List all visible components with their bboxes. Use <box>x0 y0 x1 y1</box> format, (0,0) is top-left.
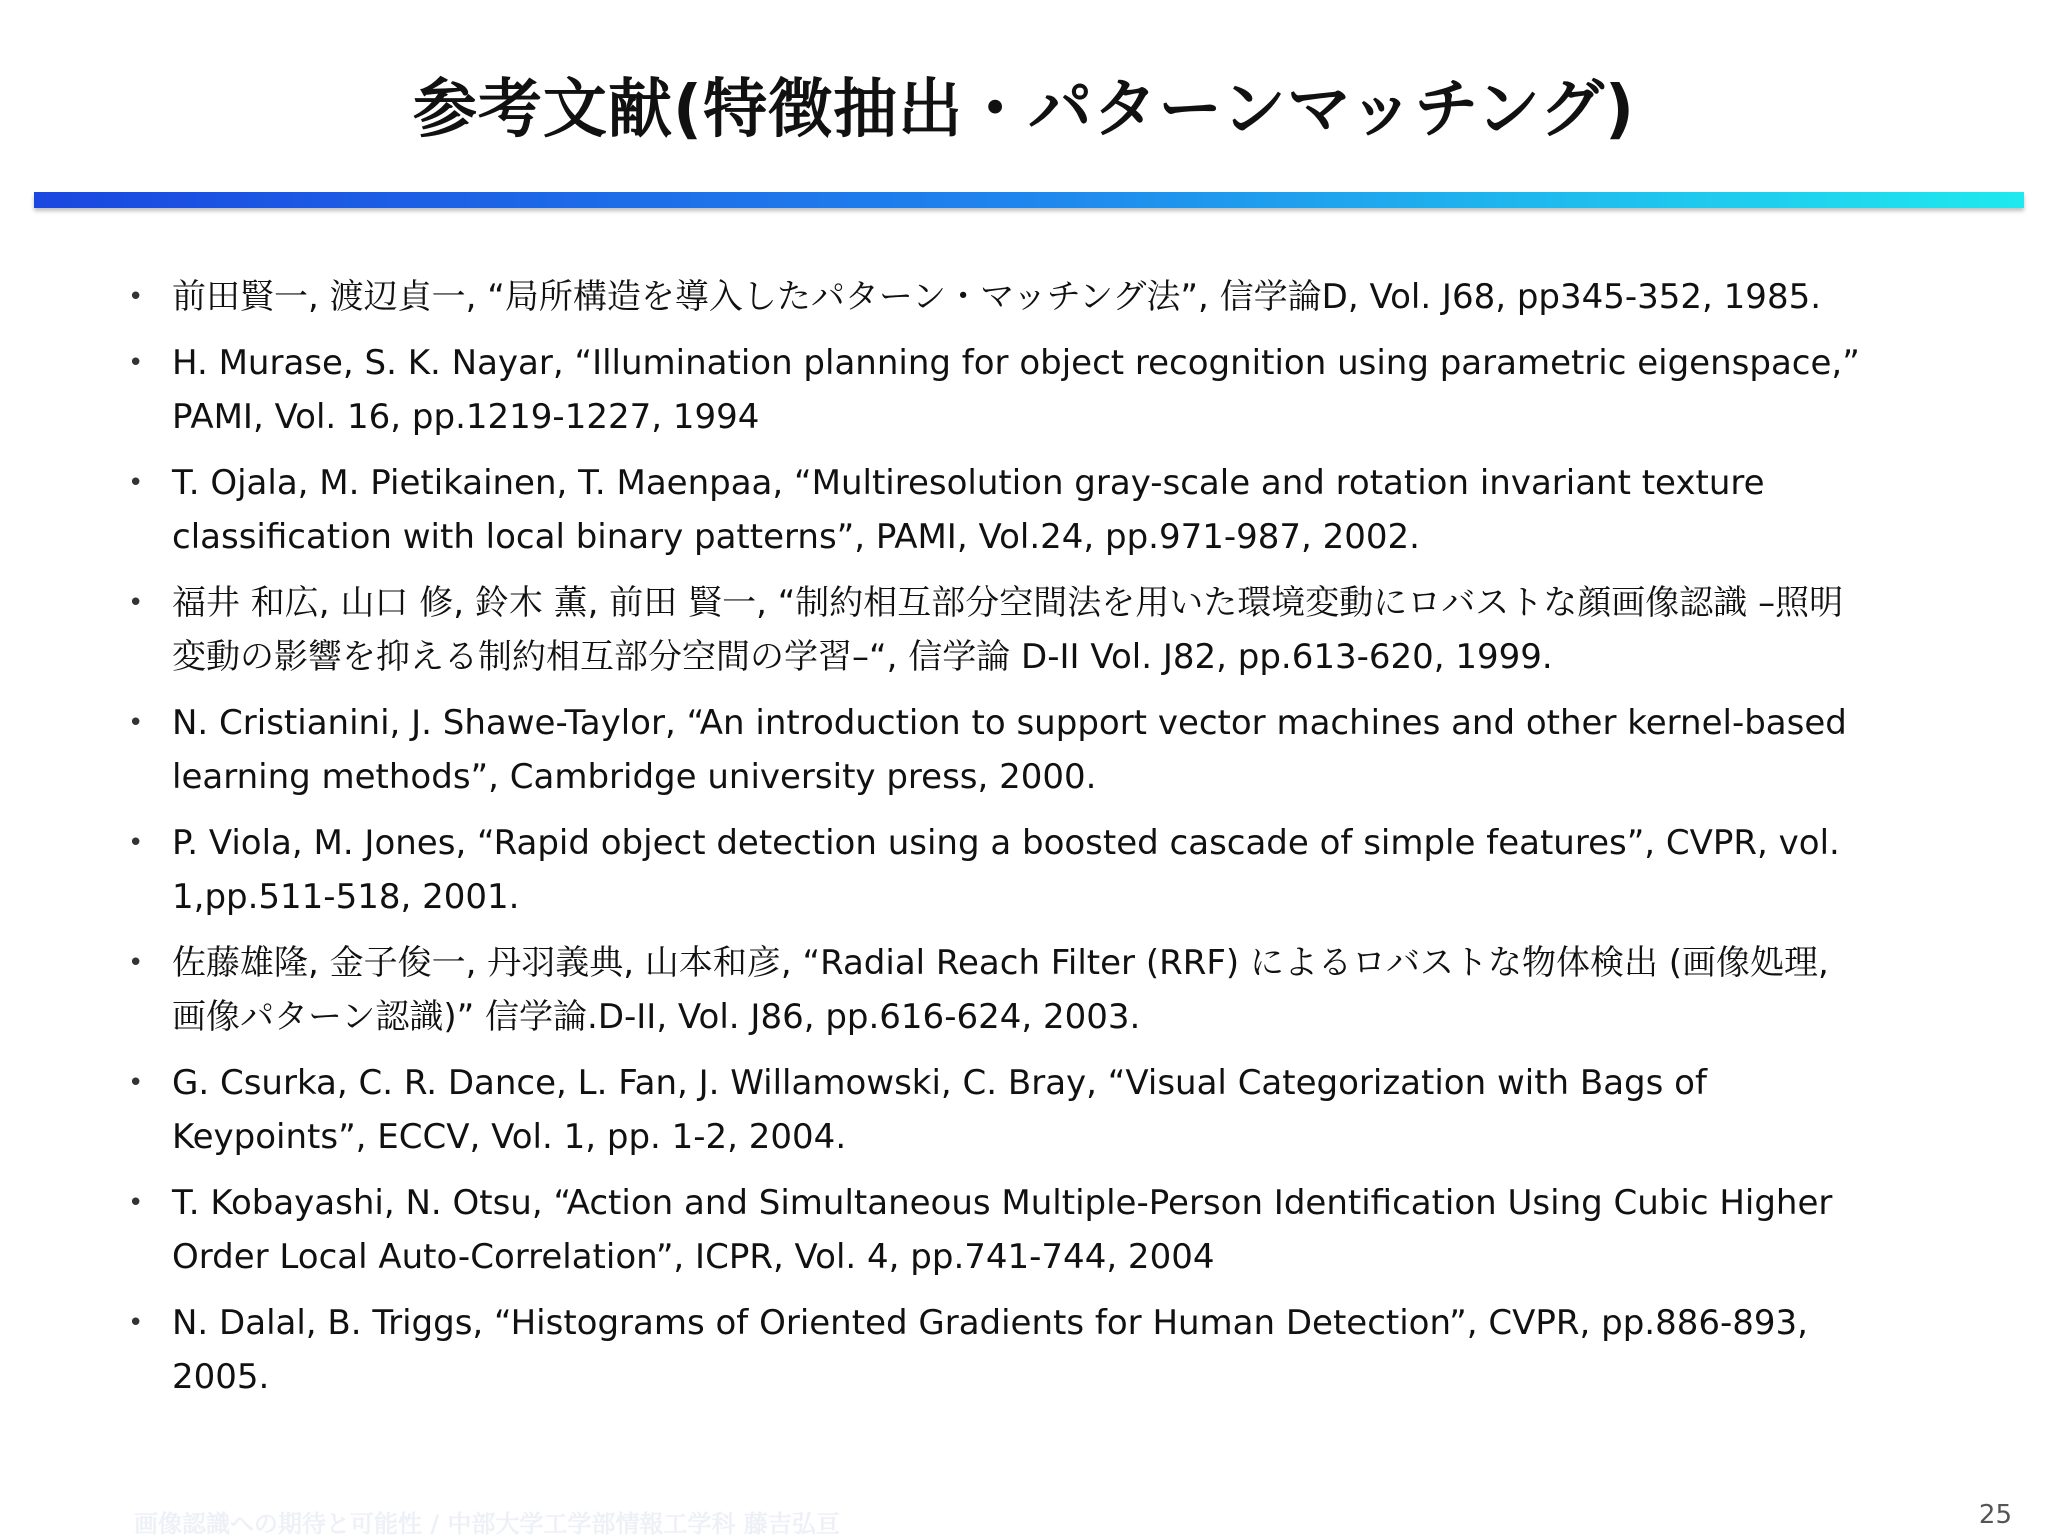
bullet-icon: • <box>128 948 144 978</box>
reference-line: learning methods”, Cambridge university press, 2000. <box>172 757 1097 797</box>
footer-text: 画像認識への期待と可能性 / 中部大学工学部情報工学科 藤吉弘亘 <box>134 1510 840 1538</box>
reference-line: 1,pp.511-518, 2001. <box>172 877 520 917</box>
reference-item <box>128 936 2008 1044</box>
reference-line: N. Cristianini, J. Shawe-Taylor, “An introduction to support vector machines and other kernel-based <box>172 703 1847 743</box>
reference-line: Order Local Auto-Correlation”, ICPR, Vol. 4, pp.741-744, 2004 <box>172 1237 1215 1277</box>
reference-line: PAMI, Vol. 16, pp.1219-1227, 1994 <box>172 397 760 437</box>
bullet-icon: • <box>128 588 144 618</box>
bullet-icon: • <box>128 282 144 312</box>
reference-item <box>128 816 2008 924</box>
reference-item <box>128 456 2008 564</box>
bullet-icon: • <box>128 1068 144 1098</box>
reference-line: 2005. <box>172 1357 270 1397</box>
reference-item <box>128 1056 2008 1164</box>
slide-title: 参考文献(特徴抽出・パターンマッチング) <box>412 73 1636 147</box>
reference-line: 福井 和広, 山口 修, 鈴木 薫, 前田 賢一, “制約相互部分空間法を用いた環境変動にロバストな顔画像認識 –照明 <box>172 583 1844 623</box>
reference-line: G. Csurka, C. R. Dance, L. Fan, J. Willamowski, C. Bray, “Visual Categorization with Bags of <box>172 1063 1707 1103</box>
bullet-icon: • <box>128 468 144 498</box>
reference-list <box>128 270 2008 1416</box>
bullet-icon: • <box>128 1308 144 1338</box>
page-number: 25 <box>1978 1500 2012 1530</box>
reference-item <box>128 336 2008 444</box>
reference-line: 佐藤雄隆, 金子俊一, 丹羽義典, 山本和彦, “Radial Reach Filter (RRF) によるロバストな物体検出 (画像処理, <box>172 943 1829 983</box>
reference-line: H. Murase, S. K. Nayar, “Illumination planning for object recognition using parametric eigenspace,” <box>172 343 1860 383</box>
reference-line: N. Dalal, B. Triggs, “Histograms of Oriented Gradients for Human Detection”, CVPR, pp.886-893, <box>172 1303 1808 1343</box>
bullet-icon: • <box>128 708 144 738</box>
reference-line: 前田賢一, 渡辺貞一, “局所構造を導入したパターン・マッチング法”, 信学論D, Vol. J68, pp345-352, 1985. <box>172 277 1822 317</box>
reference-item <box>128 1296 2008 1404</box>
reference-item <box>128 576 2008 684</box>
reference-item <box>128 696 2008 804</box>
bullet-icon: • <box>128 348 144 378</box>
reference-item <box>128 270 2008 324</box>
reference-item <box>128 1176 2008 1284</box>
reference-line: T. Ojala, M. Pietikainen, T. Maenpaa, “Multiresolution gray-scale and rotation invariant texture <box>172 463 1765 503</box>
reference-line: P. Viola, M. Jones, “Rapid object detection using a boosted cascade of simple features”, CVPR, vol. <box>172 823 1840 863</box>
reference-line: Keypoints”, ECCV, Vol. 1, pp. 1-2, 2004. <box>172 1117 847 1157</box>
bullet-icon: • <box>128 828 144 858</box>
reference-line: 画像パターン認識)” 信学論.D-II, Vol. J86, pp.616-624, 2003. <box>172 997 1141 1037</box>
title-divider <box>34 192 2024 208</box>
reference-line: classification with local binary patterns”, PAMI, Vol.24, pp.971-987, 2002. <box>172 517 1420 557</box>
reference-line: T. Kobayashi, N. Otsu, “Action and Simultaneous Multiple-Person Identification Using Cubic Higher <box>172 1183 1833 1223</box>
bullet-icon: • <box>128 1188 144 1218</box>
reference-line: 変動の影響を抑える制約相互部分空間の学習–“, 信学論 D-II Vol. J82, pp.613-620, 1999. <box>172 637 1553 677</box>
